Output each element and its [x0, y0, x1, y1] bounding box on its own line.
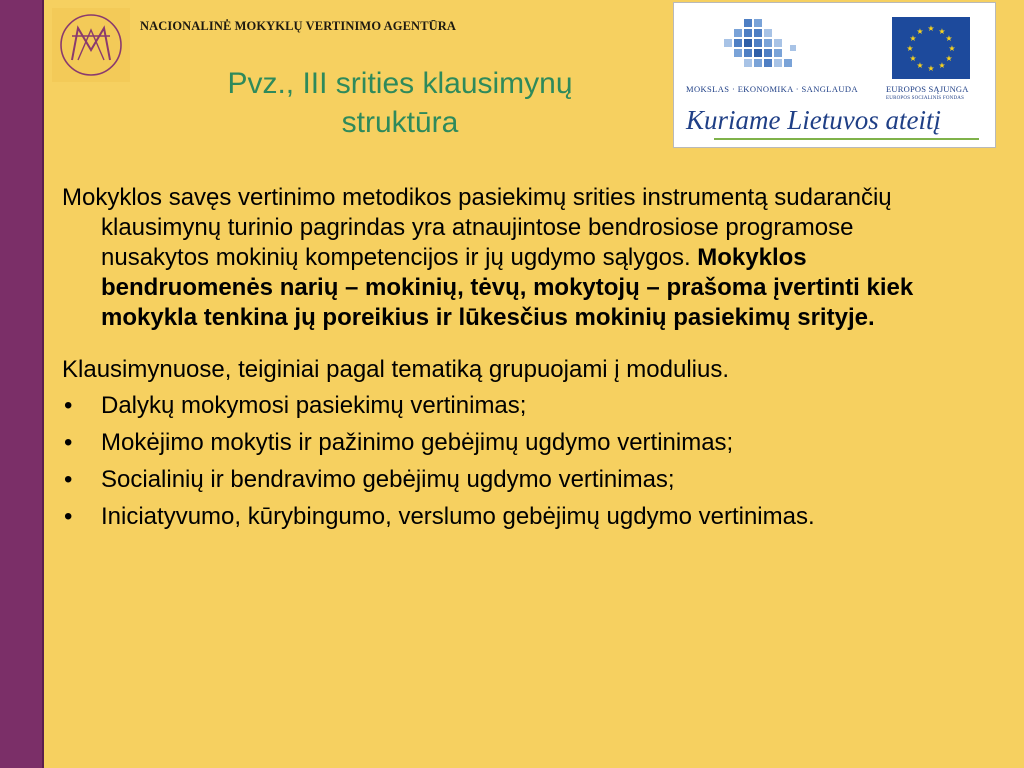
- bullet-icon: •: [64, 392, 73, 419]
- esf-slogan-underline: [714, 138, 979, 140]
- modules-list: [62, 391, 962, 532]
- eu-subcaption: EUROPOS SOCIALINIS FONDAS: [886, 96, 965, 101]
- svg-text:★: ★: [938, 61, 946, 70]
- svg-text:★: ★: [909, 34, 917, 43]
- slide-title-line-2: struktūra: [341, 106, 459, 139]
- list-item: [62, 428, 962, 458]
- eu-flag-icon: [892, 17, 970, 79]
- list-item-text: Mokėjimo mokytis ir pažinimo gebėjimų ugdymo vertinimas;: [101, 429, 734, 456]
- svg-text:★: ★: [948, 44, 956, 53]
- left-accent-bar: [0, 0, 44, 768]
- esf-mosaic-icon: [714, 17, 804, 77]
- agency-logo: [52, 8, 130, 82]
- svg-text:★: ★: [916, 27, 924, 36]
- svg-text:★: ★: [945, 54, 953, 63]
- bullet-icon: •: [64, 466, 73, 493]
- bullet-icon: •: [64, 503, 73, 530]
- list-item: [62, 391, 962, 421]
- intro-bold-text: Mokyklos bendruomenės narių – mokinių, tėvų, mokytojų – prašoma įvertinti kiek mokykla tenkina jų poreikius ir lūkesčius mokinių pasiekimų srityje.: [101, 244, 914, 331]
- svg-text:★: ★: [945, 34, 953, 43]
- left-accent-bar-edge: [42, 0, 44, 768]
- esf-slogan: Kuriame Lietuvos ateitį: [686, 105, 941, 135]
- eu-caption: EUROPOS SĄJUNGA: [886, 84, 969, 94]
- svg-text:★: ★: [938, 27, 946, 36]
- slide-title: [150, 64, 650, 142]
- bullet-icon: •: [64, 429, 73, 456]
- list-item-text: Socialinių ir bendravimo gebėjimų ugdymo vertinimas;: [101, 466, 675, 493]
- agency-name: NACIONALINĖ MOKYKLŲ VERTINIMO AGENTŪRA: [140, 19, 457, 33]
- intro-paragraph: [62, 183, 962, 333]
- list-item: [62, 502, 962, 532]
- modules-intro: Klausimynuose, teiginiai pagal tematiką grupuojami į modulius.: [62, 356, 730, 383]
- esf-motto: MOKSLAS · EKONOMIKA · SANGLAUDA: [686, 84, 859, 94]
- list-item: [62, 465, 962, 495]
- list-item-text: Dalykų mokymosi pasiekimų vertinimas;: [101, 392, 527, 419]
- slide-title-line-1: Pvz., III srities klausimynų: [227, 67, 573, 100]
- svg-text:★: ★: [927, 64, 935, 73]
- list-item-text: Iniciatyvumo, kūrybingumo, verslumo gebėjimų ugdymo vertinimas.: [101, 503, 815, 530]
- svg-text:★: ★: [909, 54, 917, 63]
- svg-text:★: ★: [916, 61, 924, 70]
- intro-text: Mokyklos savęs vertinimo metodikos pasiekimų srities instrumentą sudarančių klausimynų turinio pagrindas yra atnaujintose bendrosiose programose nusakytos mokinių kompetencijos ir jų ugdymo sąlygos.: [62, 184, 892, 271]
- svg-text:★: ★: [927, 24, 935, 33]
- svg-text:★: ★: [906, 44, 914, 53]
- slide-body: [62, 183, 962, 539]
- agency-monogram-icon: [52, 8, 130, 82]
- esf-logo-banner: [673, 2, 996, 148]
